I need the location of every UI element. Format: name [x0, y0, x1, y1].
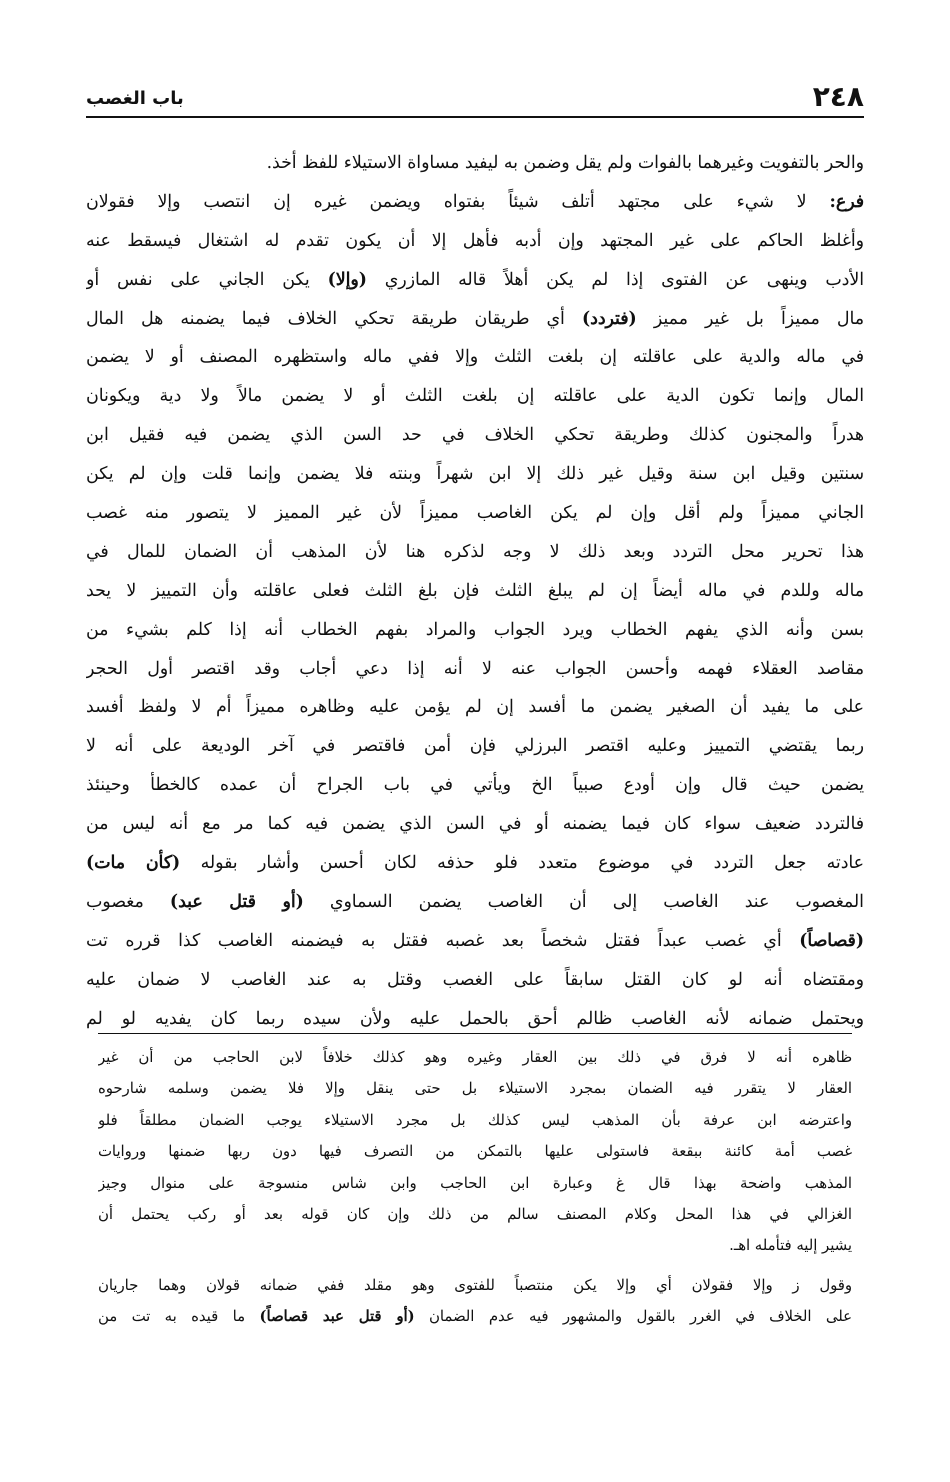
text-line: ربما يقتضي التمييز وعليه اقتصر البرزلي فإن أمن فاقتصر في آخر الوديعة على أنه لا	[86, 736, 864, 757]
text-line: فرع: لا شيء على مجتهد أتلف شيئاً بفتواه ويضمن غيره إن انتصب وإلا فقولان	[86, 191, 864, 212]
text-line: المغصوب عند الغاصب إلى أن الغاصب يضمن السماوي (أو قتل عبد) مغصوب	[86, 891, 864, 912]
text-line: الأدب وينهى عن الفتوى إذا لم يكن أهلاً قاله المازري (وإلا) يكن الجاني على نفس أو	[86, 269, 864, 290]
text-line: فالتردد ضعيف سواء كان فيما يضمنه أو في السن الذي يضمن فيه كما مر مع أنه ليس من	[86, 814, 864, 835]
bold-term: (أو قتل عبد)	[169, 891, 304, 912]
text-line: مال مميزاً بل غير مميز (فتردد) أي طريقان طريقة تحكي الخلاف فيما يضمنه هل المال	[86, 308, 864, 329]
text-line: هذا تحرير محل التردد وبعد ذلك لا وجه لذكره هنا لأن المذهب أن الضمان للمال في	[86, 541, 864, 562]
bold-term: (فتردد)	[581, 308, 637, 329]
footnote-line: المذهب واضحة بهذا قال غ وعبارة ابن الحاجب وابن شاس منسوجة على منوال وجيز	[98, 1174, 852, 1192]
text-line: عادته جعل التردد في موضوع متعدد فلو حذفه لكان أحسن وأشار بقوله (كأن مات)	[86, 853, 864, 874]
footnote-line: على الخلاف في الغرر بالقول والمشهور فيه عدم الضمان (أو قتل عبد قصاصاً) ما قيده به تت من	[98, 1308, 852, 1326]
text-line: سنتين وقيل ابن سنة وقيل غير ذلك إلا ابن شهراً وبنته فلا يضمن وإنما قلت وإن لم يكن	[86, 464, 864, 485]
text-line: المال وإنما تكون الدية على عاقلته إن بلغت الثلث أو لا يضمن مالاً ولا دية ويكونان	[86, 386, 864, 407]
text-line: مقاصد العقلاء فهمه وأحسن الجواب عنه لا أنه إذا دعي أجاب وقد اقتصر أول الحجر	[86, 658, 864, 679]
text-line: هدراً والمجنون كذلك وطريقة تحكي الخلاف في حد السن الذي يضمن فيه فقيل ابن	[86, 425, 864, 446]
footnote-line: الغزالي في هذا المحل وكلام المصنف سالم من ذلك وإن كان قوله بعد أو ركب يحتمل أن	[98, 1205, 852, 1223]
footnote-line: واعترضه ابن عرفة بأن المذهب ليس كذلك بل مجرد الاستيلاء يوجب الضمان مطلقاً فلو	[98, 1111, 852, 1129]
footnote-divider	[98, 1033, 852, 1034]
text-line: ويحتمل ضمانه لأنه الغاصب ظالم أحق بالحمل عليه ولأن سيده ربما كان يفديه لو لم	[86, 1008, 864, 1029]
footnote-line: يشير إليه فتأمله اهـ.	[729, 1237, 852, 1255]
text-line: الجاني مميزاً ولم أقل وإن لم يكن الغاصب مميزاً لأن غير المميز لا يتصور منه غصب	[86, 503, 864, 524]
footnotes	[98, 1042, 852, 1333]
footnote-line: ظاهره أنه لا فرق في ذلك بين العقار وغيره وهو كذلك خلافاً لابن الحاجب من أن غير	[98, 1049, 852, 1066]
text-line: في ماله والدية على عاقلته إن بلغت الثلث وإلا ففي ماله واستظهره المصنف أو لا يضمن	[86, 347, 864, 368]
text-line: ومقتضاه أنه لو كان القتل سابقاً على الغصب وقتل به عند الغاصب لا ضمان عليه	[86, 969, 864, 990]
bold-term: فرع:	[829, 191, 864, 212]
page-number: ٢٤٨	[812, 80, 864, 113]
text-line: وأغلظ الحاكم على غير المجتهد وإن أدبه فأهل إلا أن يكون تقدم له اشتغال فيسقط عنه	[86, 230, 864, 251]
bold-term: (كأن مات)	[86, 853, 181, 874]
bold-term: (أو قتل عبد قصاصاً)	[259, 1308, 415, 1326]
text-line: ماله وللدم في ماله أيضاً إن لم يبلغ الثلث فإن بلغ الثلث فعلى عاقلته وأن التمييز لا يحد	[86, 580, 864, 601]
text-line: على ما يفيد أن الصغير يضمن ما أفسد إن لم يؤمن عليه وظاهره مميزاً أم لا ولفظ أفسد	[86, 697, 864, 718]
footnote-line: وقول ز وإلا فقولان أي وإلا يكن منتصباً للفتوى وهو مقلد ففي ضمانه قولان وهما جاريان	[98, 1276, 852, 1294]
bold-term: (قصاصاً)	[799, 930, 864, 951]
text-line: يضمن حيث قال وإن أودع صبياً الخ ويأتي في باب الجراح أن عمده كالخطأ وحينئذ	[86, 775, 864, 796]
footnote-line: غصب أمة كائنة ببقعة فاستولى عليها بالتمكن من التصرف فيها دون ربها ضمنها وروايات	[98, 1143, 852, 1161]
text-line: بسن وأنه الذي يفهم الخطاب ويرد الجواب والمراد بفهم الخطاب أنه إذا كلم بشيء من	[86, 619, 864, 640]
main-text	[86, 144, 864, 1038]
text-line: والحر بالتفويت وغيرهما بالفوات ولم يقل وضمن به ليفيد مساواة الاستيلاء للفظ أخذ.	[266, 153, 864, 173]
text-line: (قصاصاً) أي غصب عبداً فقتل شخصاً بعد غصبه فقتل به فيضمنه الغاصب كذا قرره تت	[86, 930, 864, 951]
bold-term: (وإلا)	[327, 269, 367, 290]
footnote-line: العقار لا يتقرر فيه الضمان بمجرد الاستيلاء بل حتى ينقل وإلا فلا يضمن وسلمه شارحوه	[98, 1080, 852, 1098]
chapter-title: باب الغصب	[86, 88, 184, 109]
page-header	[86, 80, 864, 118]
paragraph-gap	[98, 1262, 852, 1270]
